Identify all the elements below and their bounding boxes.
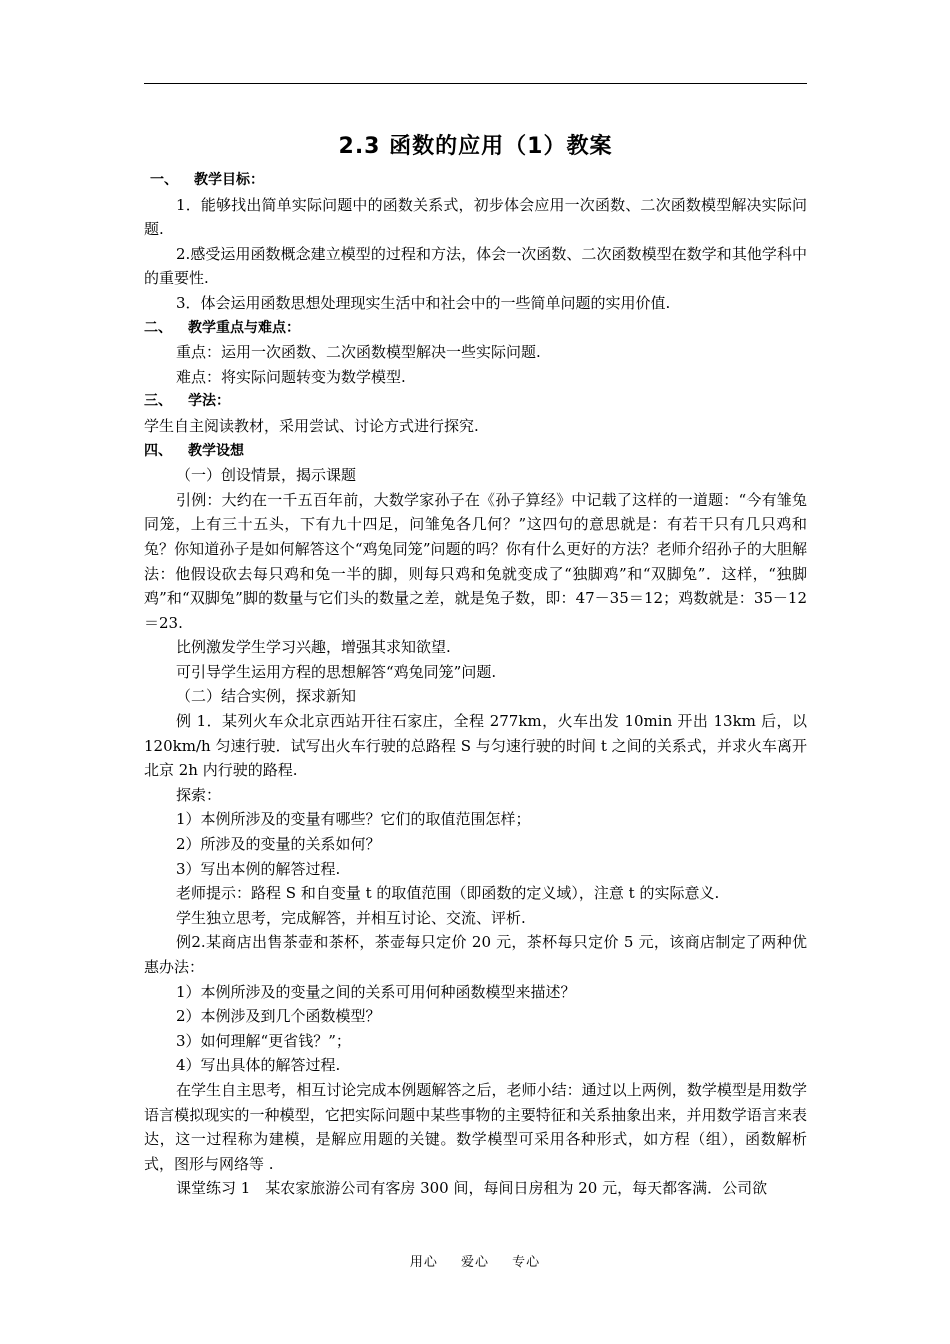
part2-title: （二）结合实例，探求新知 bbox=[176, 687, 357, 706]
method-text: 学生自主阅读教材，采用尝试、讨论方式进行探究. bbox=[144, 416, 479, 435]
example-2: 例2.某商店出售茶壶和茶杯，茶壶每只定价 20 元，茶杯每只定价 5 元，该商店制定了两种优惠办法： bbox=[144, 933, 807, 976]
students-paragraph: 学生独立思考，完成解答，并相互讨论、交流、评析. bbox=[176, 908, 526, 927]
goal-2: 2.感受运用函数概念建立模型的过程和方法，体会一次函数、二次函数模型在数学和其他学科中的重要性. bbox=[144, 244, 807, 288]
explore-item-2: 2）所涉及的变量的关系如何？ bbox=[176, 835, 381, 854]
key-point: 重点：运用一次函数、二次函数模型解决一些实际问题. bbox=[176, 343, 541, 362]
section-heading-goals: 一、 教学目标： bbox=[150, 172, 264, 188]
guide-paragraph: 可引导学生运用方程的思想解答“鸡兔同笼”问题. bbox=[176, 662, 497, 681]
explore-item-1: 1）本例所涉及的变量有哪些？它们的取值范围怎样； bbox=[176, 810, 531, 829]
intro-paragraph: 引例：大约在一千五百年前，大数学家孙子在《孙子算经》中记载了这样的一道题：“今有雏兔同笼，上有三十五头，下有九十四足，问雏兔各几何？”这四句的意思就是：有若干只有几只鸡和兔？你知道孙子是如何解答这个“鸡兔同笼”问题的吗？你有什么更好的方法？老师介绍孙子的大胆解法：他假设砍去每只鸡和兔一半的脚，则每只鸡和兔就变成了“独脚鸡”和“双脚兔”．这样，“独脚鸡”和“双脚兔”脚的数量与它们头的数量之差，就是兔子数，即：47－35＝12；鸡数就是：35－12＝23. bbox=[144, 490, 807, 632]
summary-paragraph: 在学生自主思考，相互讨论完成本例题解答之后，老师小结：通过以上两例，数学模型是用数学语言模拟现实的一种模型，它把实际问题中某些事物的主要特征和关系抽象出来，并用数学语言来表达，这一过程称为建模，是解应用题的关键。数学模型可采用各种形式，如方程（组），函数解析式，图形与网络等 . bbox=[144, 1080, 807, 1173]
ex2-question-4: 4）写出具体的解答过程. bbox=[176, 1056, 341, 1075]
part1-title: （一）创设情景，揭示课题 bbox=[176, 466, 357, 485]
header-rule bbox=[144, 83, 807, 84]
ex2-question-2: 2）本例涉及到几个函数模型？ bbox=[176, 1007, 381, 1026]
ex2-question-3: 3）如何理解“更省钱？”； bbox=[176, 1031, 351, 1050]
practice-1: 课堂练习 1 某农家旅游公司有客房 300 间，每间日房租为 20 元，每天都客满．公司欲 bbox=[176, 1179, 768, 1198]
explore-label: 探索： bbox=[176, 785, 222, 804]
difficult-point: 难点：将实际问题转变为数学模型. bbox=[176, 367, 406, 386]
section-heading-key-points: 二、 教学重点与难点： bbox=[144, 319, 300, 336]
explore-item-3: 3）写出本例的解答过程. bbox=[176, 859, 341, 878]
goal-1: 1．能够找出简单实际问题中的函数关系式，初步体会应用一次函数、二次函数模型解决实际问题. bbox=[144, 195, 807, 239]
section-heading-method: 三、 学法： bbox=[144, 393, 230, 410]
example-1: 例 1．某列火车众北京西站开往石家庄，全程 277km，火车出发 10min 开出 13km 后，以 120km/h 匀速行驶．试写出火车行驶的总路程 S 与匀速行驶的时间 t 之间的关系式，并求火车离开北京 2h 内行驶的路程. bbox=[144, 712, 807, 780]
document-body bbox=[144, 132, 807, 1201]
goal-3: 3．体会运用函数思想处理现实生活中和社会中的一些简单问题的实用价值. bbox=[176, 293, 671, 312]
page-title: 2.3 函数的应用（1）教案 bbox=[338, 134, 613, 159]
motivate-paragraph: 比例激发学生学习兴趣，增强其求知欲望. bbox=[176, 638, 451, 657]
section-heading-design: 四、 教学设想 bbox=[144, 442, 244, 459]
ex2-question-1: 1）本例所涉及的变量之间的关系可用何种函数模型来描述？ bbox=[176, 982, 576, 1001]
teacher-hint: 老师提示：路程 S 和自变量 t 的取值范围（即函数的定义域），注意 t 的实际意义. bbox=[176, 884, 720, 903]
page-footer: 用心 爱心 专心 bbox=[409, 1255, 541, 1270]
